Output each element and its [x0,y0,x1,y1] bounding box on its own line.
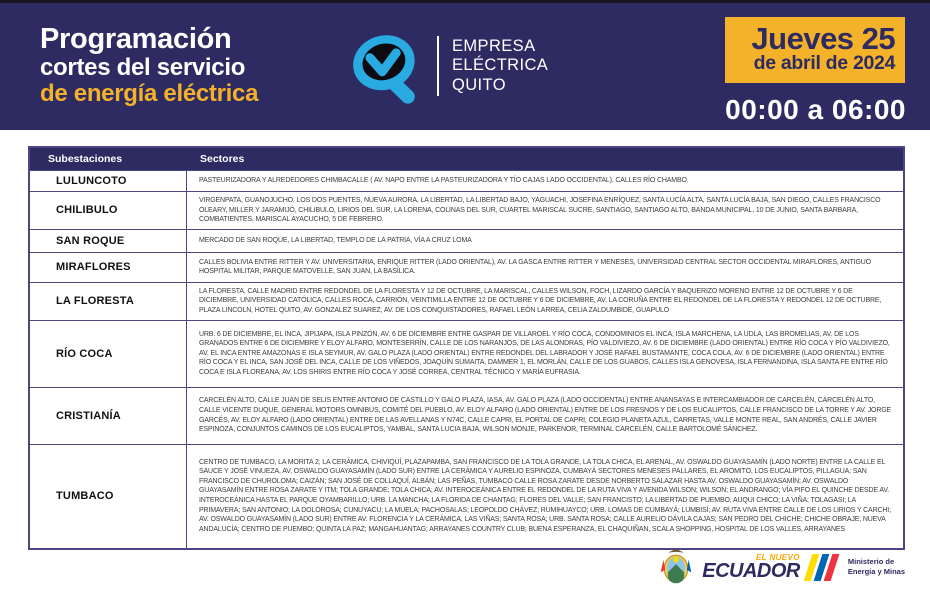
substation-cell: LULUNCOTO [30,171,187,191]
substation-cell: CRISTIANÍA [30,388,187,444]
table-row [30,387,903,444]
ministry-label-line2: Energía y Minas [847,567,905,576]
sectors-cell: VIRGENPATA, GUANOJUCHO, LOS DOS PUENTES, NUEVA AURORA, LA LIBERTAD, LA LIBERTAD BAJO, YAGUACHI, JOSEFINA ENRÍQUEZ, SANTA LUCÍA ALTA, SANTA LUCÍA BAJA, SAN DIEGO, CALLES FRANCISCO OLEARY, MILLER Y JARAMIJÓ, CHILIBULO, LIRIOS DEL SUR, LA LORENA, COLINAS DEL SUR, CUARTEL MARISCAL SUCRE, SANTIAGO, SANTIAGO ALTO, BANDA MUNICIPAL, 10 DE JUNIO, SANTA BARBARA, COMBATIENTES, MARISCAL AYACUCHO, 5 DE FEBRERO. [199,197,881,224]
table-row [30,229,903,252]
date-month-year: de abril de 2024 [753,52,896,75]
sectors-cell: MERCADO DE SAN ROQUE, LA LIBERTAD, TEMPLO DE LA PATRIA, VÍA A CRUZ LOMA [199,236,472,244]
ecuador-wordmark: ECUADOR [702,559,800,582]
header-band [0,3,930,130]
poster-title-line3: de energía eléctrica [40,79,259,107]
logo-wordmark-line1: EMPRESA [452,36,536,55]
sectors-cell: PASTEURIZADORA Y ALREDEDORES CHIMBACALLE ( AV. NAPO ENTRE LA PASTEURIZADORA Y TÍO CAJAS LADO OCCIDENTAL), CALLES RÍO CHAMBO. [199,177,689,185]
date-badge [725,17,905,83]
sectors-cell: CARCELÉN ALTO, CALLE JUAN DE SELIS ENTRE ANTONIO DE CASTILLO Y GALO PLAZA, IASA, AV. GALO PLAZA (LADO OCCIDENTAL) ENTRE ANANSAYAS E INTERCAMBIADOR DE CARCELÉN, CARCELÉN ALTO, CALLE VICENTE DUQUE, GENERAL MOTORS OMNIBUS, COMITÉ DEL PUEBLO, AV. ELOY ALFARO (LADO ORIENTAL) ENTRE DE LOS FRESNOS Y DE LOS EUCALIPTOS, CALLE FRANCISCO DE LA TORRE Y AV. JORGE GARCÉS, AV. ELOY ALFARO (LADO ORIENTAL) ENTRE DE LAS AVELLANAS Y N74C, CALLE CAPRI, EL PORTAL DE CAPRI, COLEGIO PLANETA AZUL, CARRETAS, VALLE MONTE REAL, SAN ANDRÉS, CALLE JAVIER ESPINOZA, CONJUNTOS CAMINOS DE LOS EUCALIPTOS, YAMBAL, SANTA LUCIA BAJA, WILSON MONJE, PARKENOR, TERMINAL CARCELÉN, CALLE BARTOLOMÉ SÁNCHEZ. [199,397,892,434]
schedule-table [28,146,905,550]
ecuador-brand [702,554,800,581]
footer [658,547,905,587]
sectors-cell: LA FLORESTA, CALLE MADRID ENTRE REDONDEL DE LA FLORESTA Y 12 DE OCTUBRE, LA MARISCAL, CALLES WILSON, FOCH, LIZARDO GARCÍA Y BAQUERIZO MORENO ENTRE 12 DE OCTUBRE Y 6 DE DICIEMBRE, UNIVERSIDAD CATÓLICA, CALLES ROCA, CARRIÓN, VEINTIMILLA ENTRE 12 DE OCTUBRE Y 6 DE DICIEMBRE, AV. LA CORUÑA ENTRE EL REDONDEL DE LA FLORESTA Y REDONDEL 12 DE OCTUBRE, PLAZA LINCOLN, HOTEL QUITO, AV. GONZALEZ SUAREZ, AV. DE LOS CONQUISTADORES, RAFAEL LEÓN LARREA, CELIA ZALDUMBIDE, GUAPULO [199,287,882,314]
column-header-sectors: Sectores [200,153,245,165]
time-range: 00:00 a 06:00 [725,93,906,125]
table-row [30,444,903,548]
date-block [725,17,906,126]
table-row [30,191,903,229]
eeq-logo [347,25,548,107]
poster-title [40,24,258,107]
date-day: Jueves 25 [751,21,896,56]
el-nuevo-label: EL NUEVO [755,552,800,562]
flag-stripes-icon [808,554,838,581]
logo-wordmark [452,37,548,95]
table-header-row [30,148,903,170]
logo-wordmark-line3: QUITO [452,75,506,94]
substation-cell: RÍO COCA [30,321,187,387]
ecuador-crest-icon [658,547,694,587]
substation-cell: TUMBACO [30,445,187,548]
sectors-cell: CENTRO DE TUMBACO, LA MORITA 2, LA CERÁMICA, CHIVIQUÍ, PLAZAPAMBA, SAN FRANCISCO DE LA TOLA GRANDE, LA TOLA CHICA, EL ARENAL, AV. OSWALDO GUAYASAMÍN (LADO NORTE) ENTRE LA CALLE EL SAUCE Y JOSÉ VINUEZA, AV. OSWALDO GUAYASAMÍN (LADO SUR) ENTRE LA CERÁMICA Y AURELIO ESPINOZA, CUMBAYÁ SECTORES MENESES PALLARES, EL AROMITO, LOS EUCALIPTOS, PILLAGUA; SAN FRANCISCO DE CHUROLOMA; CAIZÁN; SAN JOSÉ DE COLLAQUÍ, ALBÁN; LAS PEÑAS, TUMBACO CALLE ROSA ZARATE DESDE NORBERTO SALAZAR HASTA AV. OSWALDO GUAYASAMÍN; AV. OSWALDO GUAYASAMÍN ENTRE ROSA ZARATE Y ITM; TOLA GRANDE; TOLA CHICA; AV. INTEROCEÁNICA ENTRE EL REDONDEL DE LA RUTA VIVA Y AVENIDA WILSON; WILSON; EL ANDRANGO; VÍA PIFO EL QUINCHE DESDE AV. INTEROCEÁNICA HASTA EL PARQUE OYAMBARILLO; URB. LA MANCHA; LA FLORIDA DE CHANTAG; FLORES DEL VALLE; SAN FRANCISTO; LA LIBERTAD DE PUEMBO, AUQUI CHICO; LA VIÑA; TOLAGASI; LA PRIMAVERA; SAN ANTONIO; LA DOLOROSA; CUNUYACU; LA MUELA; PACHOSALAS; LEOPOLDO CHÁVEZ; RUMIHUAYCO; URB. LOMAS DE CUMBAYÁ; LUMBISÍ; AV. RUTA VIVA ENTRE CALLE DE LOS LIRIOS Y CARCHI; AV. OSWALDO GUAYASAMÍN (LADO SUR) ENTRE AV. FLORENCIA Y LA CERÁMICA, LAS VIÑAS; SANTA ROSA; URB. SANTA ROSA; CALLE AURELIO DÁVILA CAJAS; SAN PEDRO DEL CHICHE; CHICHE OBRAJE; NUEVA ANDALUCÍA; CENTRO DE PUEMBO; QUINTA LA PAZ; MANGAHUANTAG; ARRAYANES COUNTRY CLUB; BUENA ESPERANZA, EL CHAQUIÑAN, SCALA SHOPPING, HOSPITAL DE LOS VALLES, ARRAYANES [199,458,891,533]
sectors-cell: URB. 6 DE DICIEMBRE, EL INCA, JIPIJAPA, ISLA PINZÓN, AV. 6 DE DICIEMBRE ENTRE GASPAR DE VILLAROEL Y RÍO COCA, CONDOMINIOS EL INCA, ISLA MARCHENA, LA UDLA, LAS BROMELIAS, AV. DE LOS GRANADOS ENTRE 6 DE DICIEMBRE Y ELOY ALFARO, MONTESERRÍN, CALLE DE LOS NARANJOS, DE LAS ALONDRAS, PÍO VALDIVIEZO, AV. 6 DE DICIEMBRE (LADO ORIENTAL) ENTRE RÍO COCA Y PÍO VALDIVIEZO, AV. EL INCA ENTRE AMAZONAS E ISLA SEYMUR, AV. GALO PLAZA (LADO ORIENTAL) ENTRE REDONDEL DEL LABRADOR Y JOSÉ RAFAEL BUSTAMANTE, COCA COLA, AV. 6 DE DICIEMBRE (LADO ORIENTAL) ENTRE RÍO COCA Y EL INCA, SAN JOSÉ DEL INCA, CALLE DE LOS VIÑEDOS, JOAQUÍN SUMAITA, DAMMER 1, EL MORLÁN, CALLE DE LOS GUABOS, CALLES ISLA GENOVESA, ISLA FERNANDINA, ISLA SANTA FE ENTRE RÍO COCA E ISLA FLOREANA, AV. LOS SHIRIS ENTRE RÍO COCA Y JOSÉ CORREA, CENTRAL TÉCNICO Y MARÍA EUFRASIA. [199,330,890,376]
substation-cell: CHILIBULO [30,192,187,229]
eeq-q-icon [347,25,429,107]
logo-wordmark-line2: ELÉCTRICA [452,56,549,75]
poster-title-line2: cortes del servicio [40,54,246,82]
table-row [30,320,903,387]
substation-cell: SAN ROQUE [30,230,187,252]
table-row [30,252,903,282]
ministry-label-line1: Ministerio de [847,557,895,567]
substation-cell: MIRAFLORES [30,253,187,282]
column-header-substations: Subestaciones [48,153,123,165]
table-row [30,282,903,320]
logo-divider [437,36,439,96]
poster-title-line1: Programación [40,23,232,55]
ministry-label [848,557,905,577]
sectors-cell: CALLES BOLIVIA ENTRE RITTER Y AV. UNIVERSITARIA, ENRIQUE RITTER (LADO ORIENTAL), AV. LA GASCA ENTRE RITTER Y MENESES, UNIVERSIDAD CENTRAL SECTOR OCCIDENTAL MIRAFLORES, ANTIGUO HOSPITAL MILITAR, PARQUE MATOVELLE, SAN JUAN, LA BASÍLICA. [199,258,871,276]
table-row [30,170,903,191]
substation-cell: LA FLORESTA [30,283,187,320]
